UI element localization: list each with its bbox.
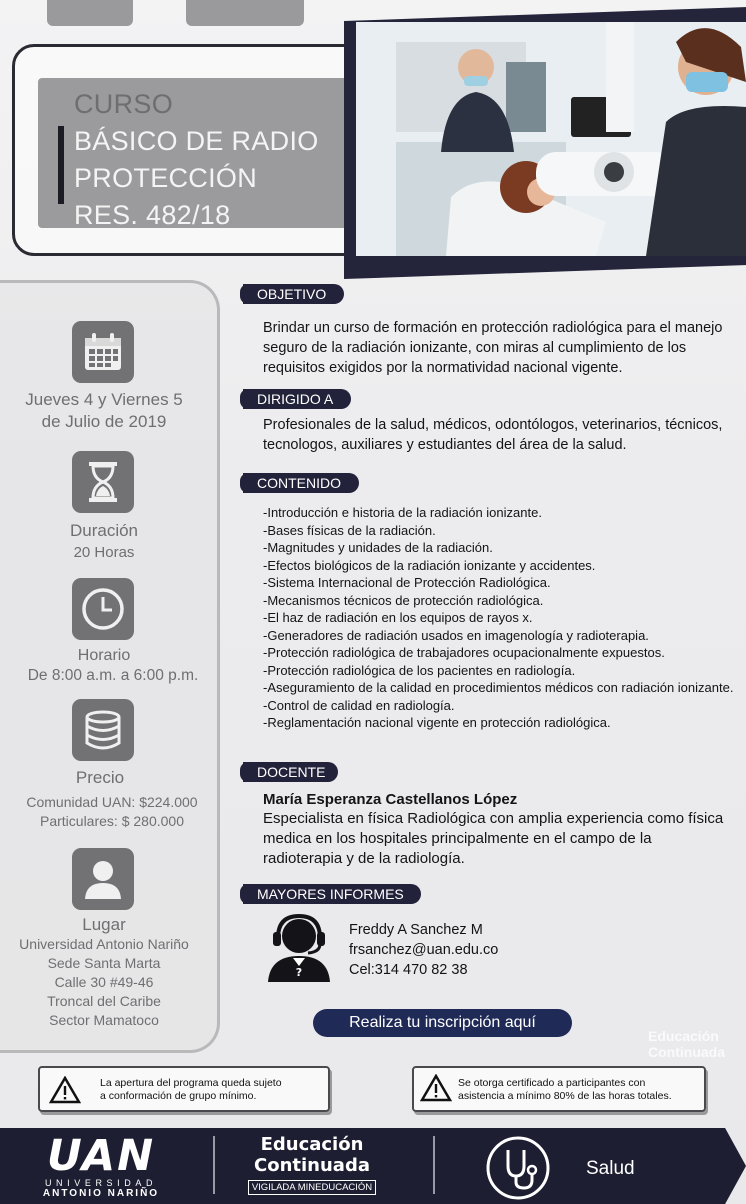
contact-name: Freddy A Sanchez M [349, 922, 483, 938]
course-title [74, 86, 364, 234]
list-item: -Efectos biológicos de la radiación ionizante y accidentes. [263, 557, 596, 573]
schedule-value: De 8:00 a.m. a 6:00 p.m. [27, 667, 199, 684]
watermark-line-2: Continuada [648, 1044, 725, 1060]
ec-line-1: Educación [260, 1134, 364, 1155]
date-line-1: Jueves 4 y Viernes 5 [25, 390, 183, 409]
logo-name: ANTONIO NARIÑO [42, 1188, 160, 1199]
watermark-line-1: Educación [648, 1028, 719, 1044]
section-label-objetivo: OBJETIVO [243, 284, 344, 304]
contenido-list [263, 504, 746, 732]
notice-certificate [412, 1066, 706, 1112]
list-item: -Mecanismos técnicos de protección radiológica. [263, 592, 544, 608]
section-label-informes: MAYORES INFORMES [243, 884, 421, 904]
dirigido-text: Profesionales de la salud, médicos, odontólogos, veterinarios, técnicos, tecnologos, auxiliares y estudiantes del área de la salud. [263, 417, 723, 453]
notice-left-line-2: a conformación de grupo mínimo. [100, 1090, 257, 1102]
title-line-2: BÁSICO DE RADIO [74, 126, 319, 156]
contact-email[interactable]: frsanchez@uan.edu.co [349, 942, 499, 958]
title-line-1: CURSO [74, 89, 174, 119]
list-item: -Sistema Internacional de Protección Radiológica. [263, 575, 551, 590]
date-line-2: de Julio de 2019 [41, 412, 167, 431]
dental-xray-photo [356, 22, 746, 256]
svg-text:?: ? [295, 966, 303, 979]
section-label-dirigido: DIRIGIDO A [243, 389, 351, 409]
list-item: -Bases físicas de la radiación. [263, 522, 436, 538]
title-line-4: RES. 482/18 [74, 200, 231, 230]
footer-divider [433, 1136, 435, 1194]
list-item: -Magnitudes y unidades de la radiación. [263, 540, 493, 555]
warning-icon [49, 1076, 81, 1104]
list-item: -Protección radiológica de los pacientes en radiología. [263, 662, 576, 678]
ec-line-2: Continuada [254, 1155, 370, 1176]
warning-icon [420, 1074, 452, 1102]
register-button[interactable]: Realiza tu inscripción aquí [313, 1009, 572, 1037]
area-label: Salud [586, 1158, 635, 1179]
list-item: -Control de calidad en radiología. [263, 697, 455, 713]
clock-icon [72, 578, 134, 640]
notice-left-line-1: La apertura del programa queda sujeto [100, 1077, 282, 1089]
section-label-contenido: CONTENIDO [243, 473, 359, 493]
duration-label: Duración [69, 521, 139, 540]
place-line-3: Calle 30 #49-46 [54, 974, 154, 990]
logo-university: UNIVERSIDAD [44, 1178, 158, 1188]
user-icon [72, 848, 134, 910]
price-label: Precio [75, 768, 125, 787]
stethoscope-icon [486, 1136, 550, 1204]
top-tab-decoration [47, 0, 133, 26]
title-line-3: PROTECCIÓN [74, 163, 258, 193]
top-tab-decoration [186, 0, 304, 26]
ec-vigilada: VIGILADA MINEDUCACIÓN [248, 1180, 376, 1195]
section-label-docente: DOCENTE [243, 762, 338, 782]
list-item: -Aseguramiento de la calidad en procedimientos médicos con radiación ionizante. [263, 680, 734, 695]
ec-logo [232, 1134, 392, 1195]
course-date [0, 389, 214, 433]
uan-logo [22, 1131, 180, 1200]
hourglass-icon [72, 451, 134, 513]
teacher-name: María Esperanza Castellanos López [263, 791, 518, 808]
coins-icon [72, 699, 134, 761]
schedule-label: Horario [77, 647, 131, 664]
duration-value: 20 Horas [73, 544, 135, 561]
price-community: Comunidad UAN: $224.000 [26, 794, 198, 810]
list-item: -El haz de radiación en los equipos de rayos x. [263, 610, 533, 625]
contact-phone: Cel:314 470 82 38 [349, 962, 468, 978]
contact-info [349, 920, 649, 980]
notice-right-line-1: Se otorga certificado a participantes con [458, 1077, 646, 1089]
list-item: -Introducción e historia de la radiación ionizante. [263, 505, 542, 520]
place-line-2: Sede Santa Marta [47, 955, 161, 971]
place-label: Lugar [82, 915, 126, 934]
list-item: -Reglamentación nacional vigente en protección radiológica. [263, 715, 611, 730]
objetivo-text: Brindar un curso de formación en protección radiológica para el manejo seguro de la radiación ionizante, con miras al cumplimiento de los requisitos exigidos por la normatividad nacional vigente. [263, 320, 723, 376]
support-agent-icon [262, 912, 336, 984]
place-line-5: Sector Mamatoco [49, 1012, 159, 1028]
list-item: -Generadores de radiación usados en imagenología y radioterapia. [263, 627, 649, 643]
logo-text: UAN [46, 1131, 156, 1181]
watermark [648, 1028, 725, 1060]
list-item: -Protección radiológica de trabajadores ocupacionalmente expuestos. [263, 645, 665, 660]
place-line-1: Universidad Antonio Nariño [19, 936, 189, 952]
place-line-4: Troncal del Caribe [47, 993, 161, 1009]
teacher-bio: Especialista en física Radiológica con amplia experiencia como física medica en los hospitales principalmente en el campo de la radioterapia y de la radiología. [263, 810, 724, 867]
footer-divider [213, 1136, 215, 1194]
notice-right-line-2: asistencia a mínimo 80% de las horas totales. [458, 1090, 672, 1102]
place-details [0, 935, 214, 1030]
price-individuals: Particulares: $ 280.000 [40, 813, 184, 829]
notice-group-minimum [38, 1066, 330, 1112]
calendar-icon [72, 321, 134, 383]
title-accent-bar [58, 126, 64, 204]
